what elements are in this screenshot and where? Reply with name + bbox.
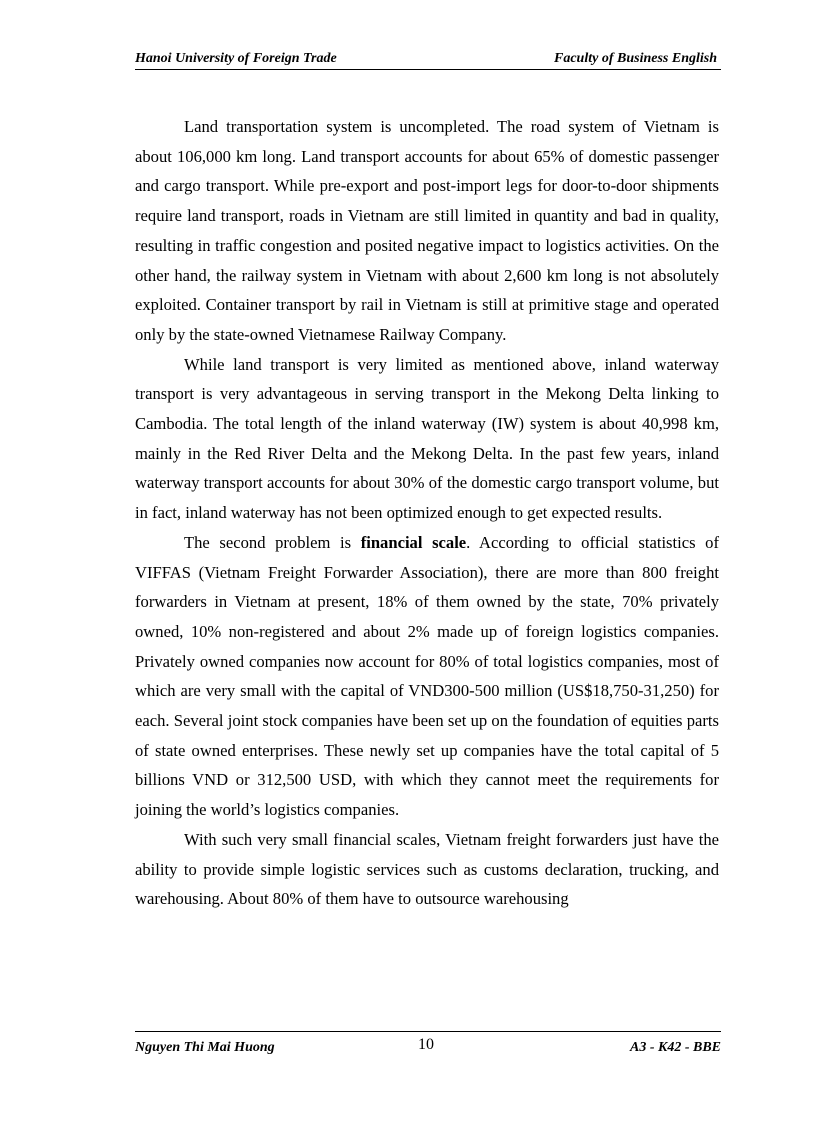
page-header: [135, 50, 721, 70]
paragraph-small-scales: With such very small financial scales, Vietnam freight forwarders just have the ability to provide simple logistic services such as customs declaration, trucking, and warehousing. About 80% of them have to outsource warehousing: [135, 829, 719, 909]
header-faculty: Faculty of Business English: [554, 51, 717, 66]
footer-author: Nguyen Thi Mai Huong: [135, 1040, 275, 1055]
footer-class-code: A3 - K42 - BBE: [629, 1040, 721, 1055]
page-number: 10: [418, 1036, 434, 1053]
body-text: [135, 112, 719, 914]
paragraph-financial-scale-rest: . According to official statistics of VIFFAS (Vietnam Freight Forwarder Association), there are more than 800 freight forwarders in Vietnam at present, 18% of them owned by the state, 70% privately owned, 10% non-registered and about 2% made up of foreign logistics companies. Privately owned companies now account for 80% of total logistics companies, most of which are very small with the capital of VND300-500 million (US$18,750-31,250) for each. Several joint stock companies have been set up on the foundation of equities parts of state owned enterprises. These newly set up companies have the total capital of 5 billions VND or 312,500 USD, with which they cannot meet the requirements for joining the world’s logistics companies.: [135, 532, 719, 820]
paragraph-land-transport: Land transportation system is uncompleted. The road system of Vietnam is about 106,000 km long. Land transport accounts for about 65% of domestic passenger and cargo transport. While pre-export and post-import legs for door-to-door shipments require land transport, roads in Vietnam are still limited in quantity and bad in quality, resulting in traffic congestion and posited negative impact to logistics activities. On the other hand, the railway system in Vietnam with about 2,600 km long is not absolutely exploited. Container transport by rail in Vietnam is still at primitive stage and operated only by the state-owned Vietnamese Railway Company.: [135, 117, 719, 344]
paragraph-inland-waterway: While land transport is very limited as mentioned above, inland waterway transport is very advantageous in serving transport in the Mekong Delta linking to Cambodia. The total length of the inland waterway (IW) system is about 40,998 km, mainly in the Red River Delta and the Mekong Delta. In the past few years, inland waterway transport accounts for about 30% of the domestic cargo transport volume, but in fact, inland waterway has not been optimized enough to get expected results.: [135, 354, 719, 523]
page-footer: [135, 1031, 721, 1062]
paragraph-financial-scale: [135, 528, 719, 825]
financial-scale-term: financial scale: [360, 532, 467, 552]
paragraph-financial-scale-lead: The second problem is: [184, 532, 361, 552]
header-university: Hanoi University of Foreign Trade: [135, 51, 337, 66]
